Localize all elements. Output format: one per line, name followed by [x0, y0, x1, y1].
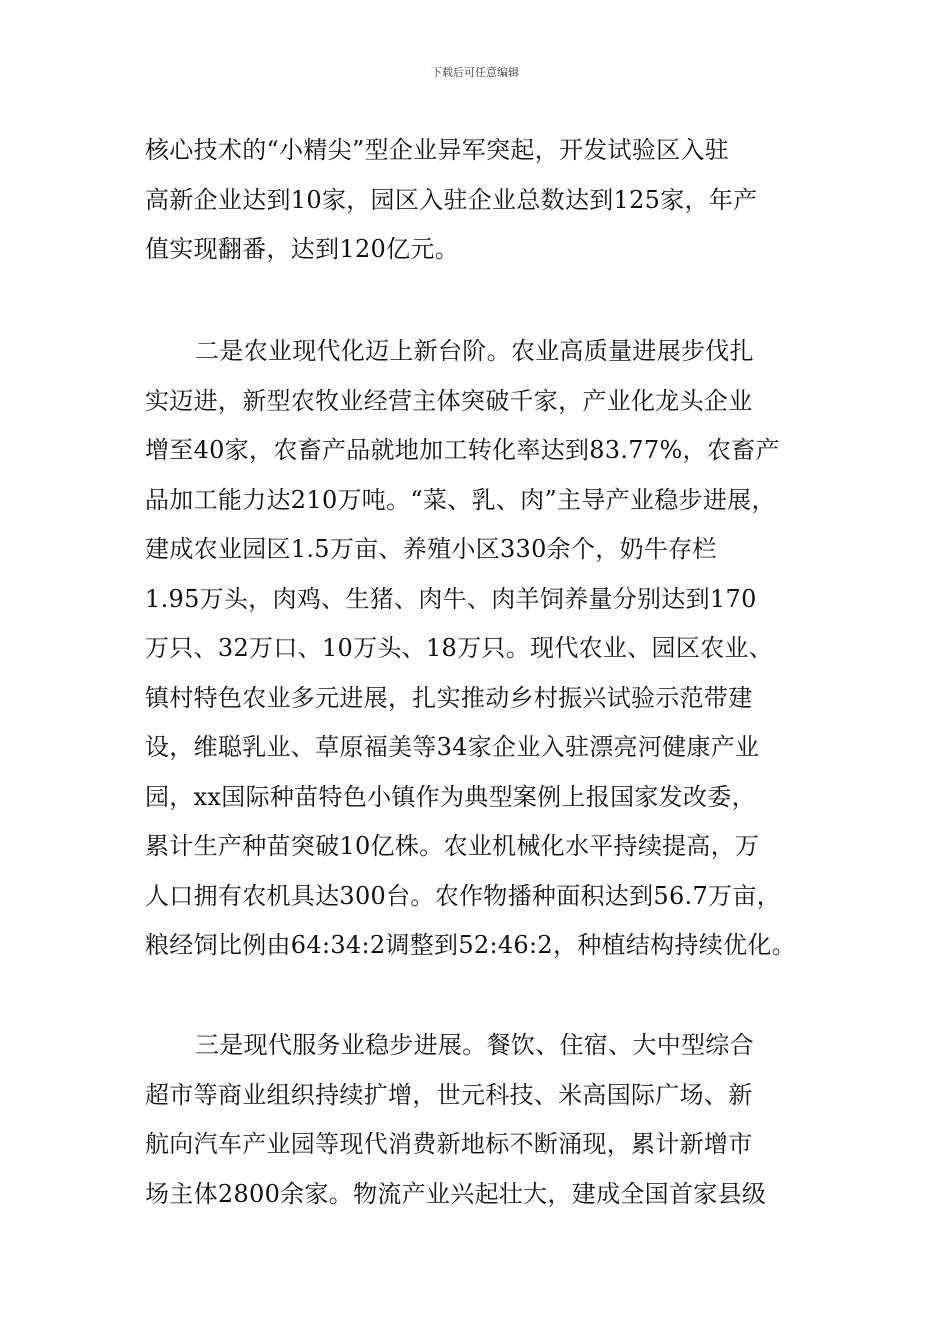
paragraph-1 — [145, 126, 810, 275]
text-line: 建成农业园区1.5万亩、养殖小区330余个，奶牛存栏 — [145, 535, 717, 563]
text-line: 万只、32万口、10万头、18万只。现代农业、园区农业、 — [145, 634, 774, 662]
text-line: 1.95万头，肉鸡、生猪、肉牛、肉羊饲养量分别达到170 — [145, 584, 757, 613]
text-line: 高新企业达到10家，园区入驻企业总数达到125家，年产 — [145, 185, 758, 214]
text-line: 核心技术的“小精尖”型企业异军突起，开发试验区入驻 — [145, 136, 730, 164]
page-header: 下载后可任意编辑 — [431, 66, 519, 79]
text-line: 场主体2800余家。物流产业兴起壮大，建成全国首家县级 — [145, 1179, 767, 1208]
text-line: 二是农业现代化迈上新台阶。农业高质量进展步伐扎 — [195, 337, 754, 365]
text-line: 粮经饲比例由64:34:2调整到52:46:2，种植结构持续优化。 — [145, 931, 796, 959]
text-line: 累计生产种苗突破10亿株。农业机械化水平持续提高，万 — [145, 832, 760, 860]
text-line: 航向汽车产业园等现代消费新地标不断涌现，累计新增市 — [145, 1130, 753, 1158]
text-line: 品加工能力达210万吨。“菜、乳、肉”主导产业稳步进展， — [145, 485, 776, 514]
text-line: 值实现翻番，达到120亿元。 — [145, 235, 460, 263]
text-line: 园，xx国际种苗特色小镇作为典型案例上报国家发改委， — [145, 782, 756, 811]
text-line: 设，维聪乳业、草原福美等34家企业入驻漂亮河健康产业 — [145, 733, 760, 761]
text-line: 超市等商业组织持续扩增，世元科技、米高国际广场、新 — [145, 1080, 753, 1109]
text-line: 镇村特色农业多元进展，扎实推动乡村振兴试验示范带建 — [145, 683, 753, 712]
text-line: 增至40家，农畜产品就地加工转化率达到83.77%，农畜产 — [145, 436, 780, 464]
text-line: 三是现代服务业稳步进展。餐饮、住宿、大中型综合 — [195, 1031, 754, 1059]
text-line: 实迈进，新型农牧业经营主体突破千家，产业化龙头企业 — [145, 386, 753, 415]
paragraph-3 — [145, 1021, 810, 1219]
text-line: 人口拥有农机具达300台。农作物播种面积达到56.7万亩， — [145, 881, 781, 910]
paragraph-2 — [145, 327, 810, 971]
